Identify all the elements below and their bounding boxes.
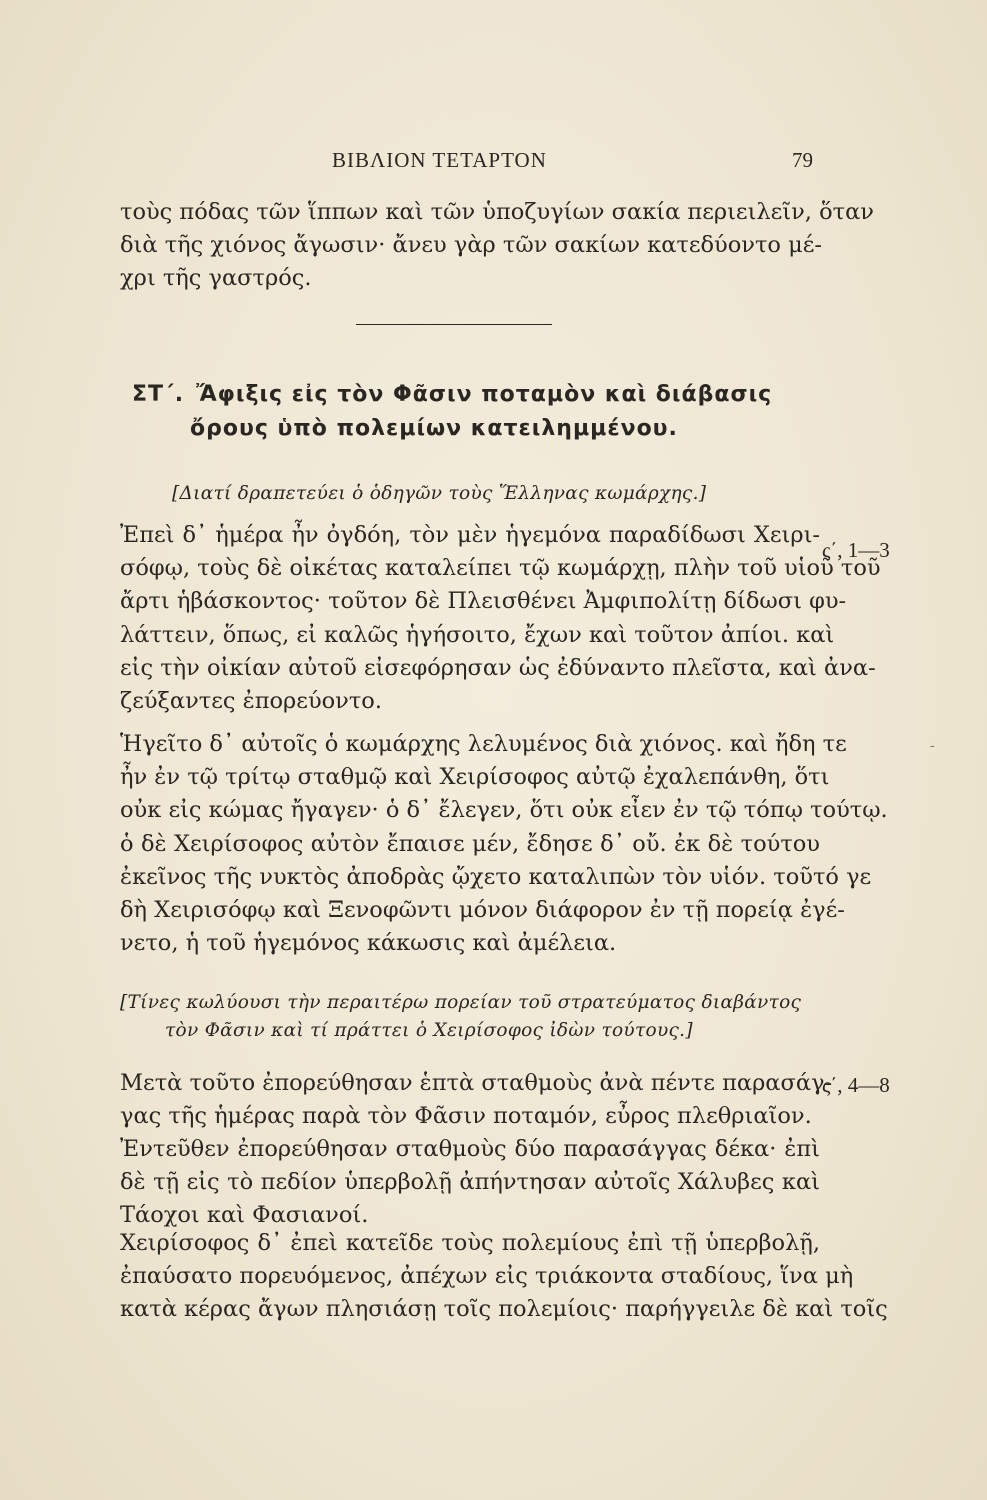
text-line: ὁ δὲ Χειρίσοφος αὐτὸν ἔπαισε μέν, ἔδησε δ᾿ οὔ. ἐκ δὲ τούτου [120, 830, 820, 857]
section-title-text: Ἄφιξις εἰς τὸν Φᾶσιν ποταμὸν καὶ διάβασις [196, 382, 773, 407]
text-line: σόφῳ, τοὺς δὲ οἰκέτας καταλείπει τῷ κωμάρχῃ, πλὴν τοῦ υἱοῦ τοῦ [120, 555, 881, 582]
text-line: Τάοχοι καὶ Φασιανοί. [120, 1202, 369, 1229]
text-line: ἄρτι ἡβάσκοντος· τοῦτον δὲ Πλεισθένει Ἀμφιπολίτῃ δίδωσι φυ- [120, 588, 847, 615]
text-line: γας τῆς ἡμέρας παρὰ τὸν Φᾶσιν ποταμόν, εὖρος πλεθριαῖον. [120, 1103, 812, 1130]
text-line: διὰ τῆς χιόνος ἄγωσιν· ἄνευ γὰρ τῶν σακίων κατεδύοντο μέ- [120, 232, 822, 259]
text-line: Μετὰ τοῦτο ἐπορεύθησαν ἑπτὰ σταθμοὺς ἀνὰ πέντε παρασάγ- [120, 1070, 833, 1096]
running-head [0, 148, 987, 178]
text-line: Ἡγεῖτο δ᾿ αὐτοῖς ὁ κωμάρχης λελυμένος διὰ χιόνος. καὶ ἤδη τε [120, 731, 847, 757]
paragraph [120, 728, 888, 960]
text-line: τοὺς πόδας τῶν ἵππων καὶ τῶν ὑποζυγίων σακία περιειλεῖν, ὅταν [120, 199, 874, 225]
section-title-line-2: ὄρους ὑπὸ πολεμίων κατειλημμένου. [190, 416, 678, 441]
text-line: Ἐντεῦθεν ἐπορεύθησαν σταθμοὺς δύο παρασάγγας δέκα· ἐπὶ [120, 1136, 820, 1162]
opening-paragraph [120, 196, 874, 296]
text-line: οὐκ εἰς κώμας ἤγαγεν· ὁ δ᾿ ἔλεγεν, ὅτι οὐκ εἶεν ἐν τῷ τόπῳ τούτῳ. [120, 797, 888, 824]
text-line: χρι τῆς γαστρός. [120, 265, 312, 292]
paragraph [120, 1067, 833, 1133]
chapter-summary: τὸν Φᾶσιν καὶ τί πράττει ὁ Χειρίσοφος ἰδὼν τούτους.] [165, 1020, 693, 1041]
text-line: ἐκεῖνος τῆς νυκτὸς ἀποδρὰς ᾤχετο καταλιπὼν τὸν υἱόν. τοῦτό γε [120, 863, 872, 890]
text-line: δὴ Χειρισόφῳ καὶ Ξενοφῶντι μόνον διάφορον ἐν τῇ πορείᾳ ἐγέ- [120, 896, 845, 923]
text-line: λάττειν, ὅπως, εἰ καλῶς ἡγήσοιτο, ἔχων καὶ τοῦτον ἀπίοι. καὶ [120, 621, 835, 648]
paragraph [120, 1133, 820, 1233]
margin-note: ς΄, 4—8 [822, 1073, 890, 1097]
text-line: δὲ τῇ εἰς τὸ πεδίον ὑπερβολῇ ἀπήντησαν αὐτοῖς Χάλυβες καὶ [120, 1169, 820, 1196]
chapter-summary: [Διατί δραπετεύει ὁ ὁδηγῶν τοὺς Ἕλληνας κωμάρχης.] [172, 483, 707, 504]
text-line: ἦν ἐν τῷ τρίτῳ σταθμῷ καὶ Χειρίσοφος αὐτῷ ἐχαλεπάνθη, ὅτι [120, 764, 830, 791]
margin-note: ς΄, 1—3 [822, 538, 890, 562]
margin-tick: - [930, 738, 935, 754]
chapter-summary: [Τίνες κωλύουσι τὴν περαιτέρω πορείαν τοῦ στρατεύματος διαβάντος [120, 992, 802, 1013]
section-heading [132, 378, 820, 446]
page-number: 79 [792, 148, 813, 172]
text-line: νετο, ἡ τοῦ ἡγεμόνος κάκωσις καὶ ἀμέλεια. [120, 930, 617, 957]
text-line: ζεύξαντες ἐπορεύοντο. [120, 687, 382, 714]
text-line: κατὰ κέρας ἄγων πλησιάσῃ τοῖς πολεμίοις· παρήγγειλε δὲ καὶ τοῖς [120, 1296, 888, 1323]
text-line: Ἐπεὶ δ᾿ ἡμέρα ἦν ὀγδόη, τὸν μὲν ἡγεμόνα παραδίδωσι Χειρι- [120, 522, 820, 548]
text-line: ἐπαύσατο πορευόμενος, ἀπέχων εἰς τριάκοντα σταδίους, ἵνα μὴ [120, 1263, 854, 1290]
section-number: ΣΤ΄. [132, 382, 185, 407]
text-line: εἰς τὴν οἰκίαν αὐτοῦ εἰσεφόρησαν ὡς ἐδύναντο πλεῖστα, καὶ ἀνα- [120, 654, 876, 681]
section-title-line-1 [132, 378, 820, 412]
paragraph [120, 1227, 888, 1327]
section-divider [356, 324, 552, 325]
text-line: Χειρίσοφος δ᾿ ἐπεὶ κατεῖδε τοὺς πολεμίους ἐπὶ τῇ ὑπερβολῇ, [120, 1230, 820, 1256]
running-title: ΒΙΒΛΙΟΝ ΤΕΤΑΡΤΟΝ [332, 148, 547, 172]
